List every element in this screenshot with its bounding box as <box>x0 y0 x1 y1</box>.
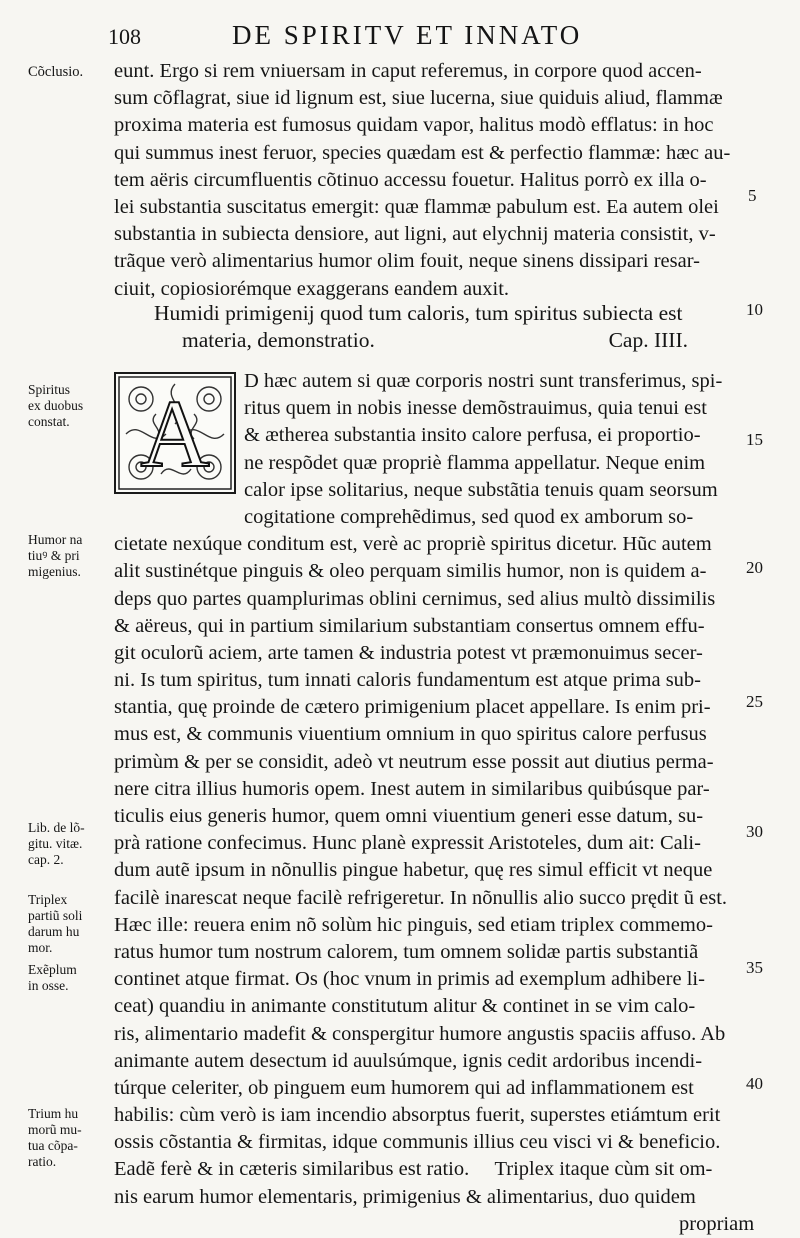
line-number: 20 <box>746 558 763 577</box>
text-line: deps quo partes quamplurimas oblini cernimus, sed alius multò dissimilis <box>114 587 716 610</box>
text-line: facilè inarescat neque facilè refrigeretur. In nõnullis alio succo prędit ũ est. <box>114 886 728 909</box>
text-line: ossis cõstantia & firmitas, idque communis illius ceu visci vi & beneficio. <box>114 1131 721 1154</box>
text-line: trãque verò alimentarius humor olim fouit, neque sinens dissipari resar- <box>114 250 700 273</box>
text-line: D hæc autem si quæ corporis nostri sunt transferimus, spi- <box>244 370 723 392</box>
text-line: alit sustinétque pinguis & oleo perquam similis humor, non is quidem a- <box>114 560 707 583</box>
text-line: lei substantia suscitatus emergit: quæ flammæ pabulum est. Ea autem olei <box>114 195 719 218</box>
text-line: tem aëris circumfluentis cõtinuo accessu fouetur. Halitus porrò ex illa o- <box>114 168 707 191</box>
line-number: 15 <box>746 430 763 449</box>
text-line: animante autem desectum id auulsúmque, ignis cedit ardoribus incendi- <box>114 1049 703 1072</box>
text-line: ne respõdet quæ propriè flamma appellatur. Neque enim <box>244 451 706 474</box>
text-line: Hæc ille: reuera enim nõ solùm hic pinguis, sed etiam triplex commemo- <box>114 913 713 936</box>
text-line: habilis: cùm verò is iam incendio absorptus fuerit, superstes etiámtum erit <box>114 1104 721 1127</box>
text-line: cogitatione comprehẽdimus, sed quod ex amborum so- <box>244 505 694 528</box>
chapter-heading-line: materia, demonstratio. <box>182 328 375 352</box>
running-title: DE SPIRITV ET INNATO <box>232 20 583 50</box>
line-number: 25 <box>746 692 763 711</box>
margin-note-trium-humorum: Trium hu morũ mu- tua cõpa- ratio. <box>28 1106 82 1169</box>
text-line: stantia, quę proinde de cætero primigenium placet appellare. Is enim pri- <box>114 696 711 719</box>
text-line: Eadẽ ferè & in cæteris similaribus est ratio. Triplex itaque cùm sit om- <box>114 1158 713 1181</box>
text-line: mus est, & communis viuentium omnium in quo spiritus calore perfusus <box>114 723 707 746</box>
page-header <box>0 18 800 52</box>
line-number: 10 <box>746 300 763 319</box>
margin-note-exemplum: Exẽplum in osse. <box>28 962 77 993</box>
text-line: continet atque firmat. Os (hoc vnum in primis ad exemplum adhibere li- <box>114 968 705 991</box>
text-line: túrque celeriter, ob pinguem eum humorem qui ad inflammationem est <box>114 1076 694 1099</box>
text-line: ciuit, copiosiorémque exaggerans eandem auxit. <box>114 277 510 300</box>
text-line: ritus quem in nobis inesse demõstrauimus, quia tenui est <box>244 397 707 420</box>
text-line: proxima materia est fumosus quidam vapor, halitus modò efflatus: in hoc <box>114 114 714 137</box>
text-line: ceat) quandiu in animante constitutum alitur & continet in se vim calo- <box>114 995 696 1018</box>
line-number: 35 <box>746 958 763 977</box>
text-line: sum cõflagrat, siue id lignum est, siue lucerna, siue quiduis aliud, flammæ <box>114 87 723 110</box>
text-line: git oculorũ aciem, arte tamen & industria potest vt præmonuimus secer- <box>114 641 703 664</box>
text-line: eunt. Ergo si rem vniuersam in caput referemus, in corpore quod accen- <box>114 60 702 82</box>
catchword: propriam <box>679 1212 755 1235</box>
text-line: ni. Is tum spiritus, tum innati caloris fundamentum est atque prima sub- <box>114 669 702 692</box>
text-line: & aëreus, qui in partium similarium substantiam consertus omnem effu- <box>114 614 705 637</box>
line-number: 30 <box>746 822 763 841</box>
text-line: cietate nexúque conditum est, verè ac propriè spiritus dicetur. Hũc autem <box>114 533 712 556</box>
text-line: substantia in subiecta densiore, aut ligni, aut elychnij materia consistit, v- <box>114 223 716 246</box>
text-line: calor ipse solitarius, neque substãtia tenuis quam seorsum <box>244 478 718 501</box>
text-line: ticulis eius generis humor, quem omni viuentium generi esse datum, su- <box>114 805 704 827</box>
text-line: nere citra illius humoris opem. Inest autem in similaribus quibúsque par- <box>114 777 710 800</box>
margin-note-triplex: Triplex partiũ soli darum hu mor. <box>28 892 83 955</box>
text-line: nis earum humor elementaris, primigenius & alimentarius, duo quidem <box>114 1185 696 1208</box>
text-line: primùm & per se considit, adeò vt neutrum esse possit aut diutius perma- <box>114 750 714 773</box>
text-line: prà ratione confecimus. Hunc planè expressit Aristoteles, dum ait: Cali- <box>114 832 701 855</box>
chapter-number: Cap. IIII. <box>608 328 688 352</box>
text-line: & ætherea substantia insito calore perfusa, ei proportio- <box>244 424 701 447</box>
margin-note-conclusio: Cõclusio. <box>28 64 84 80</box>
text-line: ratus humor tum nostrum calorem, tum omnem solidæ partis substantiã <box>114 940 699 963</box>
chapter-body <box>114 368 754 1238</box>
margin-note-lib-longitudine: Lib. de lõ- gitu. vitæ. cap. 2. <box>28 820 85 867</box>
margin-note-spiritus: Spiritus ex duobus constat. <box>28 382 84 429</box>
initial-letter: A <box>140 380 210 487</box>
text-line: qui summus inest feruor, species quædam est & perfectio flammæ: hæc au- <box>114 141 731 164</box>
chapter-heading-line: Humidi primigenij quod tum caloris, tum spiritus subiecta est <box>154 301 683 325</box>
margin-note-humor-natiuus: Humor na tiuꝰ & pri migenius. <box>28 532 83 579</box>
line-number: 5 <box>748 186 757 205</box>
chapter-heading <box>154 300 744 354</box>
line-number: 40 <box>746 1074 763 1093</box>
paragraph-conclusion <box>114 58 746 303</box>
text-line: ris, alimentario madefit & conspergitur humore angustis spaciis affuso. Ab <box>114 1022 726 1045</box>
text-line: dum autẽ ipsum in nõnullis pingue habetur, quę res simul efficit vt neque <box>114 859 713 882</box>
page-number: 108 <box>108 24 141 49</box>
